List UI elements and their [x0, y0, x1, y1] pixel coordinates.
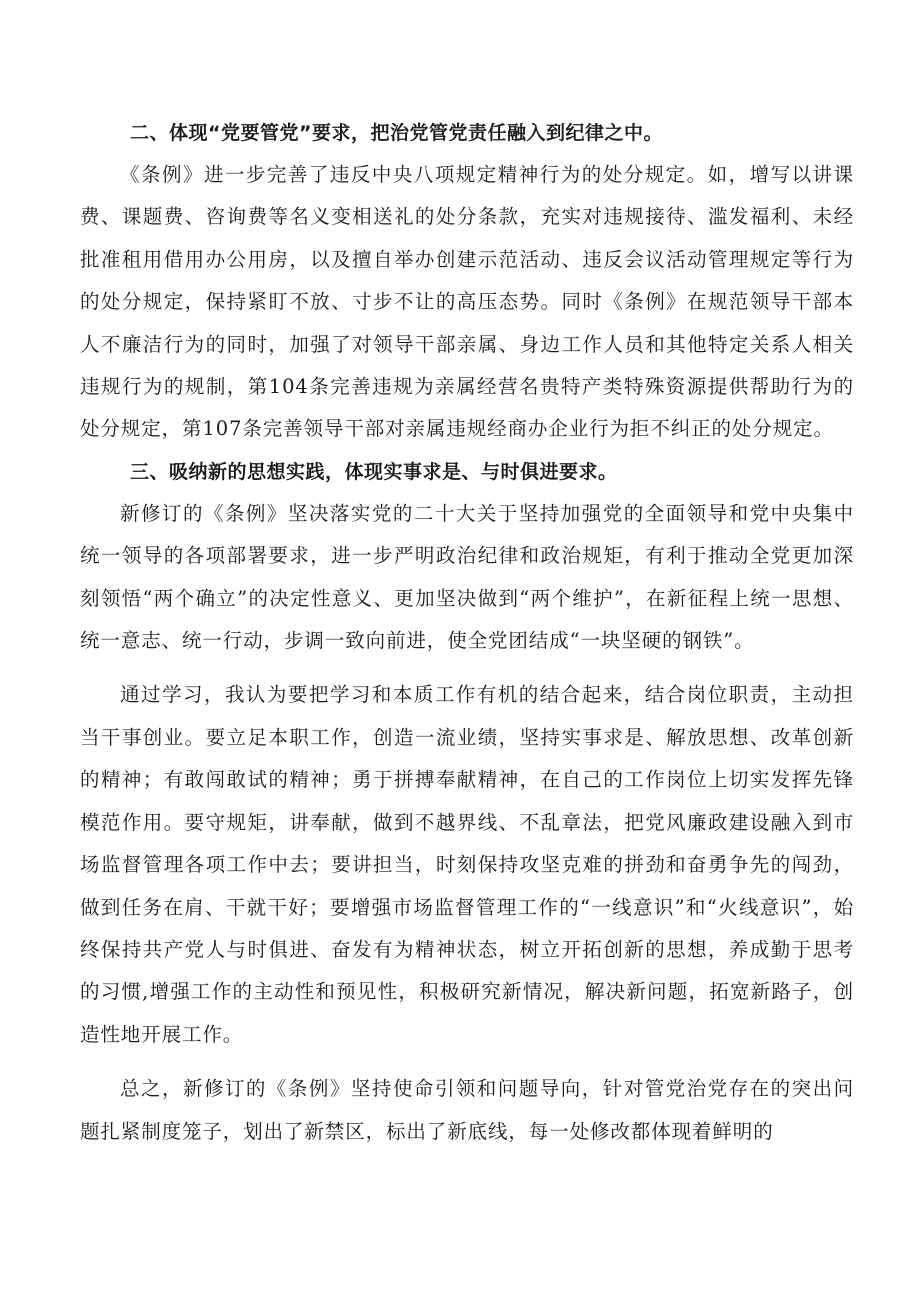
- paragraph-gap: [80, 662, 854, 674]
- paragraph-4: 总之，新修订的《条例》坚持使命引领和问题导向，针对管党治党存在的突出问题扎紧制度笼子，划出了新禁区，标出了新底线，每一处修改都体现着鲜明的: [80, 1077, 854, 1143]
- paragraph-gap: [80, 1056, 854, 1068]
- paragraph-3: 通过学习，我认为要把学习和本质工作有机的结合起来，结合岗位职责，主动担当干事创业。要立足本职工作，创造一流业绩，坚持实事求是、解放思想、改革创新的精神；有敢闯敢试的精神；勇于拼搏奉献精神，在自己的工作岗位上切实发挥先锋模范作用。要守规矩，讲奉献，做到不越界线、不乱章法，把党风廉政建设融入到市场监督管理各项工作中去；要讲担当，时刻保持攻坚克难的拼劲和奋勇争先的闯劲，做到任务在肩、干就干好；要增强市场监督管理工作的“一线意识”和“火线意识”，始终保持共产党人与时俱进、奋发有为精神状态，树立开拓创新的思想，养成勤于思考的习惯,增强工作的主动性和预见性，积极研究新情况，解决新问题，拓宽新路子，创造性地开展工作。: [80, 683, 854, 1046]
- document-body: [80, 112, 854, 1153]
- section-heading-2: 二、体现“党要管党”要求，把治党管党责任融入到纪律之中。: [130, 122, 663, 144]
- paragraph-1: 《条例》进一步完善了违反中央八项规定精神行为的处分规定。如，增写以讲课费、课题费、咨询费等名义变相送礼的处分条款，充实对违规接待、滥发福利、未经批准租用借用办公用房，以及擅自举办创建示范活动、违反会议活动管理规定等行为的处分规定，保持紧盯不放、寸步不让的高压态势。同时《条例》在规范领导干部本人不廉洁行为的同时，加强了对领导干部亲属、身边工作人员和其他特定关系人相关违规行为的规制，第104条完善违规为亲属经营名贵特产类特殊资源提供帮助行为的处分规定，第107条完善领导干部对亲属违规经商办企业行为拒不纠正的处分规定。: [80, 163, 854, 441]
- paragraph-2: 新修订的《条例》坚决落实党的二十大关于坚持加强党的全面领导和党中央集中统一领导的各项部署要求，进一步严明政治纪律和政治规矩，有利于推动全党更加深刻领悟“两个确立”的决定性意义、更加坚决做到“两个维护”，在新征程上统一思想、统一意志、统一行动，步调一致向前进，使全党团结成“一块坚硬的钢铁”。: [80, 501, 854, 653]
- section-heading-3: 三、吸纳新的思想实践，体现实事求是、与时俱进要求。: [130, 460, 618, 483]
